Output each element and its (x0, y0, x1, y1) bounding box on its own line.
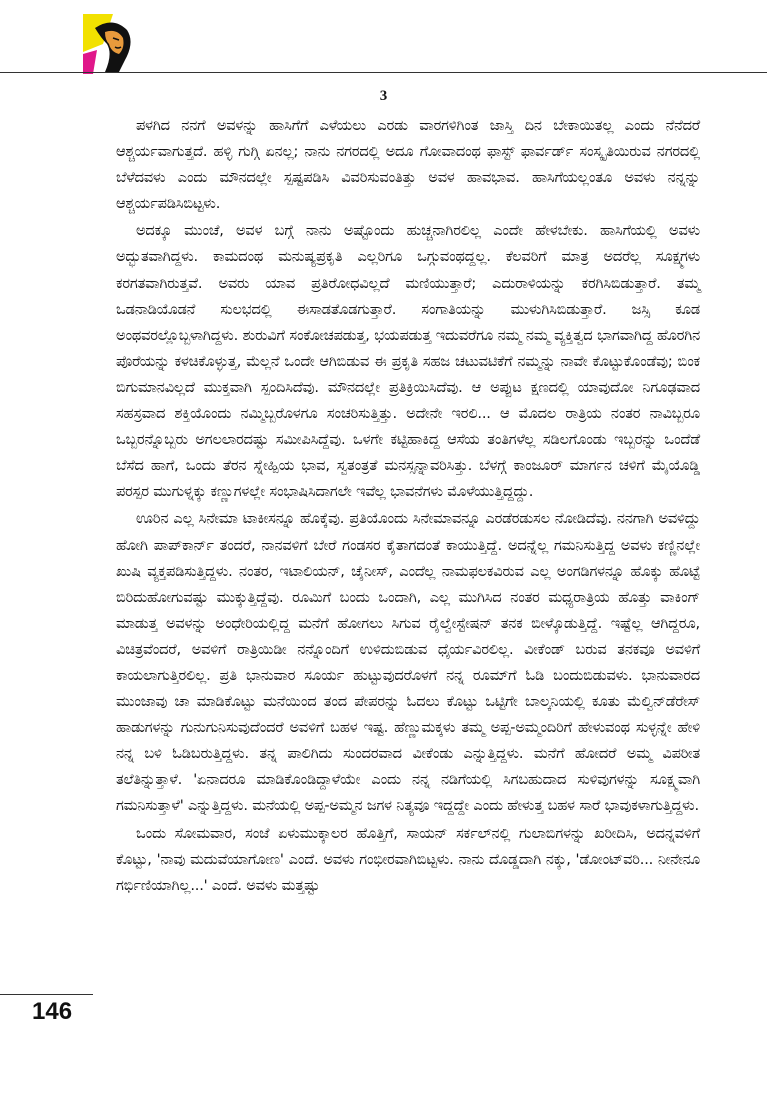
page-number: 146 (32, 998, 73, 1025)
header-rule (0, 72, 767, 73)
publisher-logo-icon (83, 14, 143, 74)
chapter-number: 3 (379, 88, 388, 104)
body-text (116, 113, 700, 900)
paragraph: ಒಂದು ಸೋಮವಾರ, ಸಂಜೆ ಏಳುಮುಕ್ಕಾಲರ ಹೊತ್ತಿಗೆ, ಸಾಯನ್ ಸರ್ಕಲ್‌ನಲ್ಲಿ ಗುಲಾಬಿಗಳನ್ನು ಖರೀದಿಸಿ, ಅದನ್ನವಳಿಗೆ ಕೊಟ್ಟು, 'ನಾವು ಮದುವೆಯಾಗೋಣ' ಎಂದೆ. ಅವಳು ಗಂಭೀರವಾಗಿಬಿಟ್ಟಳು. ನಾನು ದೊಡ್ಡದಾಗಿ ನಕ್ಕು, 'ಡೋಂಟ್‌ವರಿ... ನೀನೇನೂ ಗರ್ಭಿಣಿಯಾಗಿಲ್ಲ...' ಎಂದೆ. ಅವಳು ಮತ್ತಷ್ಟು (116, 824, 700, 894)
paragraph: ಅದಕ್ಕೂ ಮುಂಚೆ, ಅವಳ ಬಗ್ಗೆ ನಾನು ಅಷ್ಟೊಂದು ಹುಚ್ಚನಾಗಿರಲಿಲ್ಲ ಎಂದೇ ಹೇಳಬೇಕು. ಹಾಸಿಗೆಯಲ್ಲಿ ಅವಳು ಅದ್ಭುತವಾಗಿದ್ದಳು. ಕಾಮದಂಥ ಮನುಷ್ಯಪ್ರಕೃತಿ ಎಲ್ಲರಿಗೂ ಒಗ್ಗುವಂಥದ್ದಲ್ಲ. ಕೆಲವರಿಗೆ ಮಾತ್ರ ಅದರೆಲ್ಲ ಸೂಕ್ಷ್ಮಗಳು ಕರಗತವಾಗಿರುತ್ತವೆ. ಅವರು ಯಾವ ಪ್ರತಿರೋಧವಿಲ್ಲದೆ ಮಣಿಯುತ್ತಾರೆ; ಎದುರಾಳಿಯನ್ನು ಕರಗಿಸಿಬಿಡುತ್ತಾರೆ. ತಮ್ಮ ಒಡನಾಡಿಯೊಡನೆ ಸುಲಭದಲ್ಲಿ ಈಸಾಡತೊಡಗುತ್ತಾರೆ. ಸಂಗಾತಿಯನ್ನು ಮುಳುಗಿಸಿಬಿಡುತ್ತಾರೆ. ಜಸ್ಸಿ ಕೂಡ ಅಂಥವರಲ್ಲೊಬ್ಬಳಾಗಿದ್ದಳು. ಶುರುವಿಗೆ ಸಂಕೋಚಪಡುತ್ತ, ಭಯಪಡುತ್ತ ಇದುವರೆಗೂ ನಮ್ಮ ನಮ್ಮ ವ್ಯಕ್ತಿತ್ವದ ಭಾಗವಾಗಿದ್ದ ಹೊರಗಿನ ಪೊರೆಯನ್ನು ಕಳಚಿಕೊಳ್ಳುತ್ತ, ಮೆಲ್ಲನೆ ಒಂದೇ ಆಗಿಬಿಡುವ ಈ ಪ್ರಕೃತಿ ಸಹಜ ಚಟುವಟಿಕೆಗೆ ನಮ್ಮನ್ನು ನಾವೇ ಕೊಟ್ಟುಕೊಂಡೆವು; ಬಿಂಕ ಬಿಗುಮಾನವಿಲ್ಲದೆ ಮುಕ್ತವಾಗಿ ಸ್ಪಂದಿಸಿದೆವು. ಮೌನದಲ್ಲೇ ಪ್ರತಿಕ್ರಿಯಿಸಿದೆವು. ಆ ಅಪ್ಪುಟ ಕ್ಷಣದಲ್ಲಿ ಯಾವುದೋ ನಿಗೂಢವಾದ ಸಹಸ್ರವಾದ ಶಕ್ತಿಯೊಂದು ನಮ್ಮಿಬ್ಬರೊಳಗೂ ಸಂಚರಿಸುತ್ತಿತ್ತು. ಅದೇನೇ ಇರಲಿ... ಆ ಮೊದಲ ರಾತ್ರಿಯ ನಂತರ ನಾವಿಬ್ಬರೂ ಒಬ್ಬರನ್ನೊಬ್ಬರು ಅಗಲಲಾರದಷ್ಟು ಸಮೀಪಿಸಿದ್ದೆವು. ಒಳಗೇ ಕಟ್ಟಿಹಾಕಿದ್ದ ಆಸೆಯ ತಂತಿಗಳೆಲ್ಲ ಸಡಿಲಗೊಂಡು ಇಬ್ಬರನ್ನು ಒಂದೆಡೆ ಬೆಸೆದ ಹಾಗೆ, ಒಂದು ತೆರನ ಸ್ನೇಹ್ಪಿಯ ಭಾವ, ಸ್ವತಂತ್ರತೆ ಮನಸ್ಸನ್ನಾವರಿಸಿತ್ತು. ಬೆಳಗ್ಗೆ ಕಾಂಜೂರ್ ಮಾರ್ಗನ ಚಳಿಗೆ ಮೈಯೊಡ್ಡಿ ಪರಸ್ಪರ ಮುಗುಳ್ನಕ್ಕು ಕಣ್ಣುಗಳಲ್ಲೇ ಸಂಭಾಷಿಸಿದಾಗಲೇ ಇವೆಲ್ಲ ಭಾವನೆಗಳು ಮೊಳೆಯುತ್ತಿದ್ದದ್ದು. (116, 222, 700, 501)
paragraph: ಊರಿನ ಎಲ್ಲ ಸಿನೇಮಾ ಟಾಕೀಸನ್ನೂ ಹೊಕ್ಕೆವು. ಪ್ರತಿಯೊಂದು ಸಿನೇಮಾವನ್ನೂ ಎರಡೆರಡುಸಲ ನೋಡಿದೆವು. ನನಗಾಗಿ ಅವಳಿದ್ದು ಹೋಗಿ ಪಾಪ್‌ಕಾರ್ನ್ ತಂದರೆ, ನಾನವಳಿಗೆ ಬೇರೆ ಗಂಡಸರ ಕೈತಾಗದಂತೆ ಕಾಯುತ್ತಿದ್ದೆ. ಅದನ್ನೆಲ್ಲ ಗಮನಿಸುತ್ತಿದ್ದ ಅವಳು ಕಣ್ಣಿನಲ್ಲೇ ಖುಷಿ ವ್ಯಕ್ತಪಡಿಸುತ್ತಿದ್ದಳು. ನಂತರ, ಇಟಾಲಿಯನ್, ಚೈನೀಸ್, ಎಂದೆಲ್ಲ ನಾಮಫಲಕವಿರುವ ಎಲ್ಲ ಅಂಗಡಿಗಳನ್ನೂ ಹೊಕ್ಕು ಹೊಟ್ಟೆ ಬಿರಿದುಹೋಗುವಷ್ಟು ಮುಕ್ಕುತ್ತಿದ್ದೆವು. ರೂಮಿಗೆ ಬಂದು ಒಂದಾಗಿ, ಎಲ್ಲ ಮುಗಿಸಿದ ನಂತರ ಮಧ್ಯರಾತ್ರಿಯ ಹೊತ್ತು ವಾಕಿಂಗ್ ಮಾಡುತ್ತ ಅವಳನ್ನು ಅಂಧೇರಿಯಲ್ಲಿದ್ದ ಮನೆಗೆ ಹೋಗಲು ಸಿಗುವ ರೈಲ್ವೇಸ್ಟೇಷನ್ ತನಕ ಬೀಳ್ಕೊಡುತ್ತಿದ್ದೆ. ಇಷ್ಟೆಲ್ಲ ಆಗಿದ್ದರೂ, ವಿಚಿತ್ರವೆಂದರೆ, ಅವಳಿಗೆ ರಾತ್ರಿಯಿಡೀ ನನ್ನೊಂದಿಗೆ ಉಳಿದುಬಿಡುವ ಧೈರ್ಯವಿರಲಿಲ್ಲ. ವೀಕೆಂಡ್ ಬರುವ ತನಕವೂ ಅವಳಿಗೆ ಕಾಯಲಾಗುತ್ತಿರಲಿಲ್ಲ. ಪ್ರತಿ ಭಾನುವಾರ ಸೂರ್ಯ ಹುಟ್ಟುವುದರೊಳಗೆ ನನ್ನ ರೂಮ್‌ಗೆ ಓಡಿ ಬಂದುಬಿಡುವಳು. ಭಾನುವಾರದ ಮುಂಜಾವು ಚಾ ಮಾಡಿಕೊಟ್ಟು ಮನೆಯಿಂದ ತಂದ ಪೇಪರನ್ನು ಓದಲು ಕೊಟ್ಟು ಒಟ್ಟಿಗೇ ಬಾಲ್ಕನಿಯಲ್ಲಿ ಕೂತು ಮೆಲ್ವಿನ್‌ಡೆರೇಸ್ ಹಾಡುಗಳನ್ನು ಗುನುಗುನಿಸುವುದೆಂದರೆ ಅವಳಿಗೆ ಬಹಳ ಇಷ್ಟ. ಹೆಣ್ಣುಮಕ್ಕಳು ತಮ್ಮ ಅಪ್ಪ-ಅಮ್ಮಂದಿರಿಗೆ ಹೇಳುವಂಥ ಸುಳ್ಳನ್ನೇ ಹೇಳಿ ನನ್ನ ಬಳಿ ಓಡಿಬರುತ್ತಿದ್ದಳು. ತನ್ನ ಪಾಲಿಗಿದು ಸುಂದರವಾದ ವೀಕೆಂಡು ಎನ್ನುತ್ತಿದ್ದಳು. ಮನೆಗೆ ಹೋದರೆ ಅಮ್ಮ ವಿಪರೀತ ತಲೆತಿನ್ನುತ್ತಾಳೆ. 'ಏನಾದರೂ ಮಾಡಿಕೊಂಡಿದ್ದಾಳೆಯೇ ಎಂದು ನನ್ನ ನಡಿಗೆಯಲ್ಲಿ ಸಿಗಬಹುದಾದ ಸುಳಿವುಗಳನ್ನು ಸೂಕ್ಷ್ಮವಾಗಿ ಗಮನಿಸುತ್ತಾಳೆ' ಎನ್ನುತ್ತಿದ್ದಳು. ಮನೆಯಲ್ಲಿ ಅಪ್ಪ-ಅಮ್ಮನ ಜಗಳ ನಿತ್ಯವೂ ಇದ್ದದ್ದೇ ಎಂದು ಹೇಳುತ್ತ ಬಹಳ ಸಾರೆ ಭಾವುಕಳಾಗುತ್ತಿದ್ದಳು. (116, 510, 700, 815)
footer-rule (0, 994, 93, 995)
paragraph: ಪಳಗಿದ ನನಗೆ ಅವಳನ್ನು ಹಾಸಿಗೆಗೆ ಎಳೆಯಲು ಎರಡು ವಾರಗಳಿಗಿಂತ ಜಾಸ್ತಿ ದಿನ ಬೇಕಾಯಿತಲ್ಲ ಎಂದು ನೆನೆದರೆ ಆಶ್ಚರ್ಯವಾಗುತ್ತದೆ. ಹಳ್ಳಿ ಗುಗ್ಗಿ ಏನಲ್ಲ; ನಾನು ನಗರದಲ್ಲಿ ಅದೂ ಗೋವಾದಂಥ ಫಾಸ್ಟ್ ಫಾರ್ವರ್ಡ್ ಸಂಸ್ಕೃತಿಯಿರುವ ನಗರದಲ್ಲಿ ಬೆಳೆದವಳು ಎಂದು ಮೌನದಲ್ಲೇ ಸ್ಪಷ್ಟಪಡಿಸಿ ವಿವರಿಸುವಂತಿತ್ತು ಅವಳ ಹಾವಭಾವ. ಹಾಸಿಗೆಯಲ್ಲಂತೂ ಅವಳು ನನ್ನನ್ನು ಆಶ್ಚರ್ಯಪಡಿಸಿಬಿಟ್ಟಳು. (116, 117, 700, 213)
